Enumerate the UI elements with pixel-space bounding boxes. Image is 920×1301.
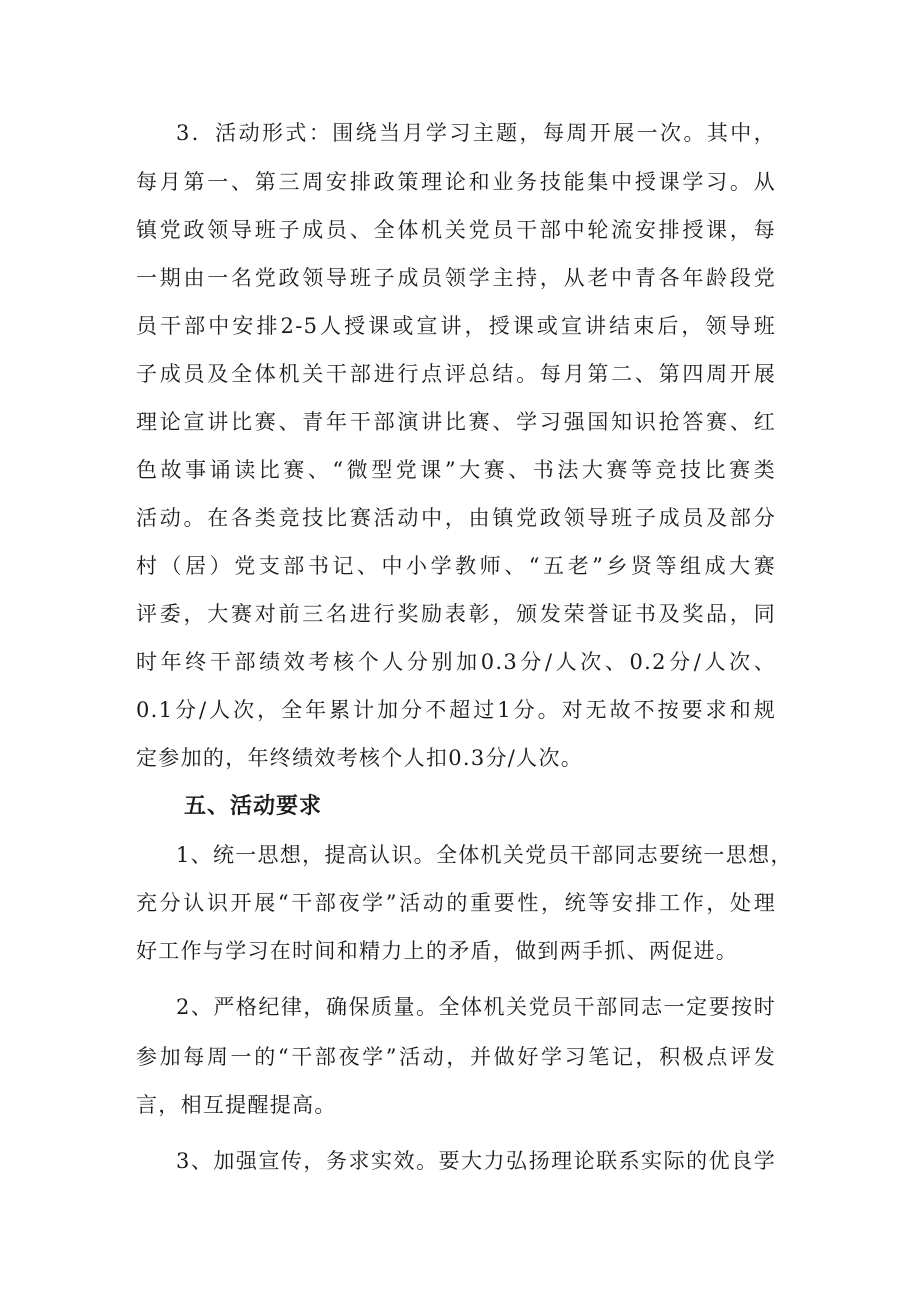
paragraph-line: 评委，大赛对前三名进行奖励表彰，颁发荣誉证书及奖品，同	[136, 602, 776, 626]
section-heading: 五、活动要求	[184, 794, 323, 819]
paragraph-line: 0.1分/人次，全年累计加分不超过1分。对无故不按要求和规	[136, 698, 776, 722]
paragraph-line: 充分认识开展“干部夜学”活动的重要性，统等安排工作，处理	[136, 891, 776, 915]
paragraph-line: 一期由一名党政领导班子成员领学主持，从老中青各年龄段党	[136, 266, 776, 290]
paragraph-line: 3、加强宣传，务求实效。要大力弘扬理论联系实际的优良学	[176, 1149, 776, 1173]
paragraph-line: 子成员及全体机关干部进行点评总结。每月第二、第四周开展	[136, 362, 776, 386]
paragraph-line: 理论宣讲比赛、青年干部演讲比赛、学习强国知识抢答赛、红	[136, 410, 776, 434]
paragraph-line: 员干部中安排2-5人授课或宣讲，授课或宣讲结束后，领导班	[136, 314, 776, 338]
paragraph-line: 色故事诵读比赛、“微型党课”大赛、书法大赛等竞技比赛类	[136, 458, 776, 482]
paragraph-line: 参加每周一的“干部夜学”活动，并做好学习笔记，积极点评发	[136, 1045, 776, 1069]
paragraph-line: 活动。在各类竞技比赛活动中，由镇党政领导班子成员及部分	[136, 506, 776, 530]
paragraph-line: 镇党政领导班子成员、全体机关党员干部中轮流安排授课，每	[136, 218, 776, 242]
paragraph-line: 3．活动形式：围绕当月学习主题，每周开展一次。其中，	[176, 121, 776, 145]
paragraph-line: 好工作与学习在时间和精力上的矛盾，做到两手抓、两促进。	[136, 939, 739, 963]
paragraph-line: 定参加的，年终绩效考核个人扣0.3分/人次。	[136, 746, 584, 770]
paragraph-line: 村（居）党支部书记、中小学教师、“五老”乡贤等组成大赛	[136, 554, 776, 578]
paragraph-line: 言，相互提醒提高。	[136, 1093, 337, 1117]
paragraph-line: 每月第一、第三周安排政策理论和业务技能集中授课学习。从	[136, 170, 776, 194]
paragraph-line: 时年终干部绩效考核个人分别加0.3分/人次、0.2分/人次、	[136, 650, 776, 674]
paragraph-line: 2、严格纪律，确保质量。全体机关党员干部同志一定要按时	[176, 995, 776, 1019]
paragraph-line: 1、统一思想，提高认识。全体机关党员干部同志要统一思想，	[176, 843, 793, 867]
